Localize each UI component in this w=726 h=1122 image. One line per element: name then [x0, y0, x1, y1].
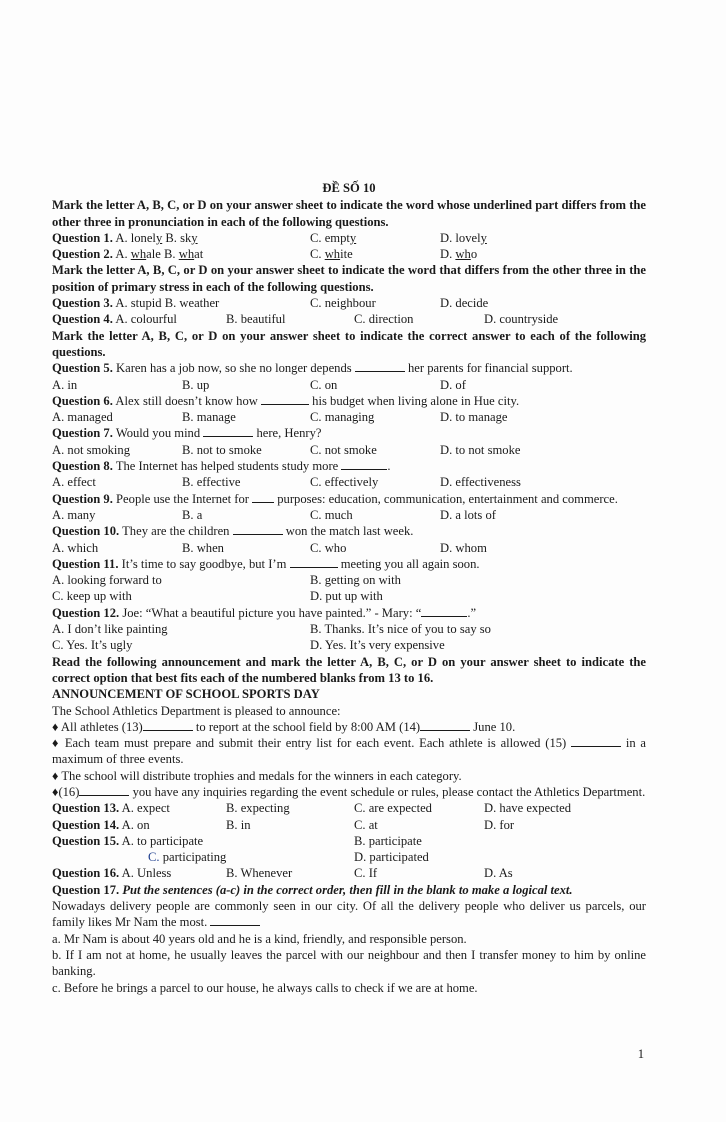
question-13: Question 13. A. expect B. expecting C. are expected D. have expected — [52, 801, 572, 816]
question-17-text: Nowadays delivery people are commonly seen in our city. Of all the delivery people who deliver us parcels, our family likes Mr Nam the most. — [52, 899, 646, 930]
question-10-options: A. which B. when C. who D. whom — [52, 540, 487, 555]
question-5-options: A. in B. up C. on D. of — [52, 377, 466, 392]
announcement-item-1: ♦ All athletes (13) to report at the school field by 8:00 AM (14) June 10. — [52, 719, 516, 734]
exam-title: ĐỀ SỐ 10 — [322, 181, 376, 195]
question-5-stem: Question 5. Karen has a job now, so she no longer depends her parents for financial support. — [52, 361, 573, 376]
question-8-options: A. effect B. effective C. effectively D. effectiveness — [52, 475, 521, 490]
question-4: Question 4. A. colourful B. beautiful C. direction D. countryside — [52, 312, 559, 327]
question-1: Question 1. A. lonely B. sky C. empty D. lovely — [52, 230, 487, 245]
blank — [143, 719, 193, 731]
announcement-item-3: ♦ The school will distribute trophies and medals for the winners in each category. — [52, 768, 462, 783]
question-10-stem: Question 10. They are the children won the match last week. — [52, 524, 414, 539]
announcement-intro: The School Athletics Department is pleased to announce: — [52, 703, 341, 718]
blank — [79, 784, 129, 796]
instruction-pronunciation: Mark the letter A, B, C, or D on your answer sheet to indicate the word whose underlined part differs from the other three in pronunciation in each of the following questions. — [52, 198, 646, 229]
question-11-options-cd: C. keep up with D. put up with — [52, 589, 383, 604]
instruction-correct-answer: Mark the letter A, B, C, or D on your answer sheet to indicate the correct answer to each of the following questions. — [52, 328, 646, 359]
announcement-item-2: ♦ Each team must prepare and submit their entry list for each event. Each athlete is allowed (15) in a maximum of three events. — [52, 736, 646, 767]
bullet-icon: ♦ — [52, 768, 59, 783]
question-11-stem: Question 11. It’s time to say goodbye, but I’m meeting you all again soon. — [52, 556, 480, 571]
blank — [571, 735, 621, 747]
question-17-sentence-a: a. Mr Nam is about 40 years old and he is a kind, friendly, and responsible person. — [52, 931, 467, 946]
question-6-stem: Question 6. Alex still doesn’t know how his budget when living alone in Hue city. — [52, 393, 520, 408]
question-15-cd: C. participating D. participated — [148, 850, 429, 865]
blank — [290, 556, 338, 568]
question-14: Question 14. A. on B. in C. at D. for — [52, 817, 515, 832]
bullet-icon: ♦ — [52, 719, 59, 734]
instruction-announcement: Read the following announcement and mark the letter A, B, C, or D on your answer sheet to indicate the correct option that best fits each of the numbered blanks from 13 to 16. — [52, 654, 646, 685]
question-12-stem: Question 12. Joe: “What a beautiful picture you have painted.” - Mary: “ .” — [52, 605, 477, 620]
question-2: Question 2. A. whale B. what C. white D. who — [52, 247, 478, 262]
blank — [341, 458, 387, 470]
question-11-options-ab: A. looking forward to B. getting on with — [52, 573, 401, 588]
question-8-stem: Question 8. The Internet has helped students study more . — [52, 459, 391, 474]
blank — [355, 360, 405, 372]
question-6-options: A. managed B. manage C. managing D. to manage — [52, 410, 508, 425]
bullet-icon: ♦ — [52, 736, 61, 751]
question-17-sentence-c: c. Before he brings a parcel to our house, he always calls to check if we are at home. — [52, 980, 478, 995]
question-3: Question 3. A. stupid B. weather C. neighbour D. decide — [52, 296, 489, 311]
announcement-item-4: ♦(16) you have any inquiries regarding the event schedule or rules, please contact the Athletics Department. — [52, 784, 646, 799]
question-16: Question 16. A. Unless B. Whenever C. If D. As — [52, 866, 513, 881]
question-label: Question 1. — [52, 230, 113, 245]
question-7-stem: Question 7. Would you mind here, Henry? — [52, 426, 322, 441]
blank — [421, 605, 467, 617]
question-9-options: A. many B. a C. much D. a lots of — [52, 507, 496, 522]
blank — [203, 425, 253, 437]
blank — [420, 719, 470, 731]
announcement-title: ANNOUNCEMENT OF SCHOOL SPORTS DAY — [52, 687, 320, 702]
question-17-instruction: Question 17. Put the sentences (a-c) in the correct order, then fill in the blank to make a logical text. — [52, 882, 573, 897]
blank — [252, 491, 274, 503]
exam-page — [52, 180, 646, 996]
question-7-options: A. not smoking B. not to smoke C. not smoke D. to not smoke — [52, 442, 521, 457]
bullet-icon: ♦ — [52, 784, 59, 799]
question-15-ab: Question 15. A. to participate B. participate — [52, 833, 422, 848]
instruction-stress: Mark the letter A, B, C, or D on your answer sheet to indicate the word that differs from the other three in the position of primary stress in each of the following questions. — [52, 263, 646, 294]
question-12-options-cd: C. Yes. It’s ugly D. Yes. It’s very expensive — [52, 638, 445, 653]
blank — [261, 393, 309, 405]
blank — [233, 523, 283, 535]
page-number: 1 — [637, 1047, 644, 1061]
question-12-options-ab: A. I don’t like painting B. Thanks. It’s nice of you to say so — [52, 622, 491, 637]
blank — [210, 914, 260, 926]
question-9-stem: Question 9. People use the Internet for purposes: education, communication, entertainment and commerce. — [52, 491, 618, 506]
question-17-sentence-b: b. If I am not at home, he usually leaves the parcel with our neighbour and then I transfer money to him by online banking. — [52, 947, 646, 979]
